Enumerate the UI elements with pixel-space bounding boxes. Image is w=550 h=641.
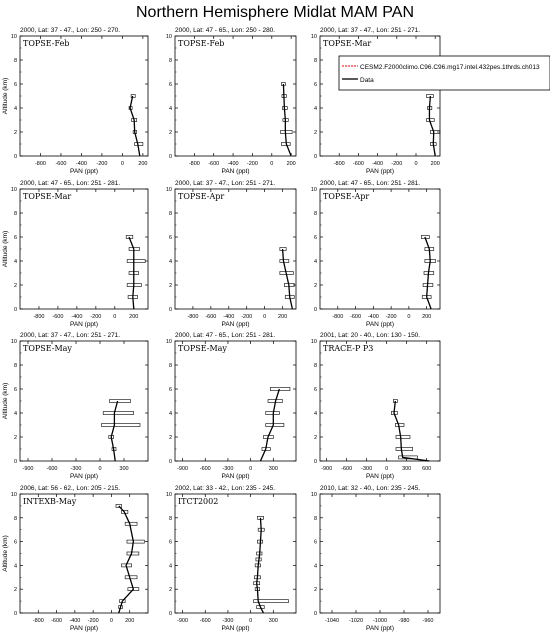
y-tick-label: 0 <box>313 459 317 465</box>
x-tick-label: 0 <box>249 618 253 624</box>
y-tick-label: 6 <box>313 539 317 546</box>
y-tick-label: 2 <box>13 435 17 441</box>
x-axis-label: PAN (ppt) <box>365 168 395 175</box>
y-tick-label: 10 <box>165 339 172 345</box>
panel-header: 2000, Lat: 47 - 65., Lon: 250 - 280. <box>175 27 276 34</box>
y-tick-label: 10 <box>310 492 317 498</box>
y-tick-label: 8 <box>313 58 317 64</box>
y-axis-label: Altitude (km) <box>2 77 9 115</box>
y-tick-label: 10 <box>10 339 17 345</box>
x-tick-label: -200 <box>385 314 397 320</box>
y-tick-label: 10 <box>10 492 17 498</box>
x-tick-label: -400 <box>367 314 379 320</box>
x-tick-label: -400 <box>75 161 87 167</box>
panel-title: TOPSE-May <box>178 344 227 353</box>
plot-frame <box>175 189 296 309</box>
y-tick-label: 0 <box>13 307 17 313</box>
y-tick-label: 0 <box>13 459 17 465</box>
error-box <box>266 412 280 415</box>
x-tick-label: -900 <box>177 618 189 624</box>
y-tick-label: 2 <box>13 587 17 594</box>
y-tick-label: 10 <box>165 34 172 40</box>
y-tick-label: 6 <box>313 387 317 393</box>
y-tick-label: 4 <box>168 106 172 112</box>
data-profile-line <box>257 518 264 613</box>
x-tick-label: -600 <box>352 161 364 167</box>
x-axis-label: PAN (ppt) <box>221 625 250 632</box>
x-tick-label: -800 <box>187 314 199 320</box>
x-tick-label: -300 <box>222 466 234 472</box>
error-box <box>125 576 137 579</box>
y-tick-label: 8 <box>168 515 172 522</box>
x-tick-label: -800 <box>333 161 345 167</box>
panel-header: 2006, Lat: 56 - 62., Lon: 205 - 215. <box>20 485 121 492</box>
x-tick-label: 200 <box>129 314 139 320</box>
y-tick-label: 6 <box>168 82 172 88</box>
y-tick-label: 8 <box>13 515 17 522</box>
y-tick-label: 2 <box>13 283 17 289</box>
x-tick-label: 0 <box>263 314 267 320</box>
error-box <box>127 260 145 263</box>
y-tick-label: 8 <box>13 58 17 64</box>
y-tick-label: 6 <box>13 82 17 88</box>
x-tick-label: -300 <box>70 466 82 472</box>
y-tick-label: 2 <box>313 130 317 136</box>
y-tick-label: 0 <box>313 154 317 160</box>
y-tick-label: 6 <box>168 235 172 241</box>
y-tick-label: 2 <box>313 587 317 594</box>
panel-title: TOPSE-May <box>23 344 72 353</box>
y-tick-label: 0 <box>168 154 172 160</box>
y-tick-label: 2 <box>313 435 317 441</box>
y-tick-label: 2 <box>168 587 172 594</box>
chart-panel-9 <box>311 332 440 480</box>
legend-data-label: Data <box>360 77 374 84</box>
y-tick-label: 4 <box>13 106 17 112</box>
error-box <box>103 412 133 415</box>
x-axis-label: PAN (ppt) <box>221 321 250 328</box>
x-axis-label: PAN (ppt) <box>365 321 395 328</box>
y-tick-label: 8 <box>313 515 317 522</box>
x-tick-label: -800 <box>188 161 200 167</box>
x-tick-label: 0 <box>270 161 274 167</box>
y-tick-label: 4 <box>313 106 317 112</box>
x-tick-label: 0 <box>385 466 389 472</box>
panel-title: TOPSE-Feb <box>23 39 70 48</box>
y-tick-label: 4 <box>168 411 172 417</box>
x-tick-label: -1020 <box>348 618 364 624</box>
panel-title: TOPSE-Mar <box>23 192 72 201</box>
y-tick-label: 8 <box>168 211 172 217</box>
chart-panel-10 <box>2 485 148 632</box>
error-box <box>266 424 284 427</box>
error-box <box>125 522 137 525</box>
y-tick-label: 6 <box>168 387 172 393</box>
panel-header: 2000, Lat: 37 - 47., Lon: 251 - 271. <box>320 27 421 34</box>
error-box <box>135 143 143 146</box>
error-box <box>396 436 410 439</box>
x-tick-label: -400 <box>69 618 81 624</box>
x-tick-label: 200 <box>422 314 432 320</box>
chart-panel-6 <box>311 180 440 328</box>
x-tick-label: 0 <box>98 466 102 472</box>
y-tick-label: 6 <box>168 539 172 546</box>
legend-model-label: CESM2.F2000climo.C96.C96.mg17.intel.432pes.1thrds.ch013 <box>360 64 540 71</box>
x-tick-label: -200 <box>391 161 403 167</box>
plot-frame <box>20 494 148 613</box>
y-tick-label: 0 <box>13 154 17 160</box>
plot-frame <box>175 36 296 156</box>
panel-title: TOPSE-Apr <box>323 192 370 201</box>
x-tick-label: 200 <box>430 161 440 167</box>
panel-header: 2000, Lat: 47 - 65., Lon: 251 - 281. <box>20 180 121 187</box>
y-tick-label: 10 <box>10 34 17 40</box>
y-tick-label: 6 <box>313 235 317 241</box>
x-tick-label: 600 <box>422 466 432 472</box>
x-tick-label: -600 <box>205 314 217 320</box>
x-tick-label: -300 <box>361 466 373 472</box>
panel-header: 2002, Lat: 33 - 42., Lon: 235 - 245. <box>175 485 276 492</box>
error-box <box>281 131 293 134</box>
chart-panel-12 <box>311 485 440 632</box>
chart-panel-11 <box>166 485 296 632</box>
data-profile-line <box>111 401 117 461</box>
data-profile-line <box>283 249 293 309</box>
plot-frame <box>320 189 440 309</box>
x-tick-label: -980 <box>398 618 410 624</box>
x-tick-label: -200 <box>90 314 102 320</box>
x-tick-label: 0 <box>249 466 253 472</box>
y-tick-label: 6 <box>13 387 17 393</box>
x-tick-label: 200 <box>125 618 135 624</box>
panel-title: TOPSE-Mar <box>323 39 372 48</box>
x-tick-label: -600 <box>341 466 353 472</box>
panel-header: 2000, Lat: 47 - 65., Lon: 251 - 281. <box>175 332 276 339</box>
error-box <box>131 95 135 98</box>
x-tick-label: -400 <box>71 314 83 320</box>
x-tick-label: 0 <box>120 161 124 167</box>
y-tick-label: 2 <box>168 130 172 136</box>
y-tick-label: 8 <box>168 363 172 369</box>
x-tick-label: -600 <box>52 314 64 320</box>
x-tick-label: -600 <box>199 618 211 624</box>
chart-panel-5 <box>166 180 296 328</box>
y-tick-label: 0 <box>168 307 172 313</box>
data-profile-line <box>394 401 429 461</box>
y-tick-label: 4 <box>313 259 317 265</box>
panel-title: TOPSE-Feb <box>178 39 225 48</box>
error-box <box>270 388 290 391</box>
chart-panel-4 <box>2 180 148 328</box>
panels-group <box>2 27 440 632</box>
y-tick-label: 0 <box>313 611 317 617</box>
plot-frame <box>175 494 296 613</box>
x-tick-label: -300 <box>222 618 234 624</box>
x-axis-label: PAN (ppt) <box>69 168 99 175</box>
y-tick-label: 10 <box>310 34 317 40</box>
x-tick-label: -900 <box>177 466 189 472</box>
x-tick-label: 200 <box>277 314 288 320</box>
x-tick-label: 0 <box>109 618 113 624</box>
y-tick-label: 6 <box>13 235 17 241</box>
y-axis-label: Altitude (km) <box>2 535 9 572</box>
x-tick-label: -1040 <box>324 618 340 624</box>
y-tick-label: 0 <box>168 611 172 617</box>
y-tick-label: 4 <box>313 411 317 417</box>
x-tick-label: -900 <box>22 466 34 472</box>
panel-header: 2000, Lat: 37 - 47., Lon: 250 - 270. <box>20 27 121 34</box>
chart-panel-7 <box>2 332 148 480</box>
x-tick-label: 200 <box>286 161 296 167</box>
chart-panel-3 <box>311 27 440 175</box>
panel-header: 2010, Lat: 32 - 40., Lon: 235 - 245. <box>320 485 421 492</box>
y-tick-label: 10 <box>165 187 172 193</box>
x-tick-label: -1000 <box>372 618 388 624</box>
plot-frame <box>320 341 440 461</box>
x-tick-label: -800 <box>34 161 46 167</box>
y-tick-label: 4 <box>13 411 17 417</box>
x-axis-label: PAN (ppt) <box>69 473 99 480</box>
x-tick-label: -600 <box>55 161 67 167</box>
x-tick-label: -400 <box>223 314 235 320</box>
x-axis-label: PAN (ppt) <box>69 625 99 632</box>
x-tick-label: -600 <box>208 161 220 167</box>
y-tick-label: 6 <box>13 539 17 546</box>
y-tick-label: 0 <box>13 611 17 617</box>
error-box <box>102 424 140 427</box>
panel-title: ITCT2002 <box>178 497 219 506</box>
y-tick-label: 8 <box>13 363 17 369</box>
y-tick-label: 4 <box>168 563 172 570</box>
x-axis-label: PAN (ppt) <box>221 168 250 175</box>
plot-frame <box>320 494 440 613</box>
x-tick-label: 300 <box>402 466 412 472</box>
y-tick-label: 8 <box>313 363 317 369</box>
y-tick-label: 2 <box>313 283 317 289</box>
x-tick-label: -800 <box>32 618 44 624</box>
x-tick-label: 0 <box>414 161 418 167</box>
y-tick-label: 10 <box>10 187 17 193</box>
chart-panel-8 <box>166 332 296 480</box>
page-title: Northern Hemisphere Midlat MAM PAN <box>135 4 415 21</box>
y-tick-label: 4 <box>313 563 317 570</box>
x-tick-label: -600 <box>51 618 63 624</box>
error-box <box>127 552 139 555</box>
x-tick-label: -900 <box>321 466 333 472</box>
data-profile-line <box>130 96 140 156</box>
x-tick-label: 300 <box>119 466 129 472</box>
x-axis-label: PAN (ppt) <box>365 625 395 632</box>
y-tick-label: 2 <box>13 130 17 136</box>
y-tick-label: 4 <box>13 563 17 570</box>
x-tick-label: -200 <box>246 161 258 167</box>
x-tick-label: 0 <box>407 314 411 320</box>
panel-title: TRACE-P P3 <box>323 344 374 353</box>
x-tick-label: -200 <box>96 161 108 167</box>
chart-panel-1 <box>2 27 148 175</box>
x-tick-label: -800 <box>33 314 45 320</box>
y-tick-label: 2 <box>168 283 172 289</box>
panel-header: 2001, Lat: 20 - 40., Lon: 130 - 150. <box>320 332 421 339</box>
error-box <box>110 400 131 403</box>
chart-panel-2 <box>166 27 296 175</box>
panel-header: 2000, Lat: 37 - 47., Lon: 251 - 271. <box>175 180 276 187</box>
x-axis-label: PAN (ppt) <box>221 473 250 480</box>
y-tick-label: 0 <box>168 459 172 465</box>
legend-box <box>339 56 550 90</box>
x-axis-label: PAN (ppt) <box>365 473 395 480</box>
y-tick-label: 10 <box>310 339 317 345</box>
error-box <box>395 424 404 427</box>
data-profile-line <box>429 96 435 156</box>
x-tick-label: -600 <box>350 314 362 320</box>
y-tick-label: 2 <box>168 435 172 441</box>
x-tick-label: 200 <box>138 161 148 167</box>
plot-frame <box>20 341 148 461</box>
panel-header: 2000, Lat: 47 - 65., Lon: 251 - 281. <box>320 180 421 187</box>
plot-frame <box>20 36 148 156</box>
x-axis-label: PAN (ppt) <box>69 321 99 328</box>
y-axis-label: Altitude (km) <box>2 382 9 420</box>
x-tick-label: -800 <box>332 314 344 320</box>
x-tick-label: -600 <box>199 466 211 472</box>
y-tick-label: 0 <box>313 307 317 313</box>
y-tick-label: 10 <box>165 492 172 498</box>
x-tick-label: -600 <box>46 466 58 472</box>
x-tick-label: -960 <box>422 618 434 624</box>
x-tick-label: -400 <box>227 161 239 167</box>
y-tick-label: 8 <box>313 211 317 217</box>
panel-header: 2000, Lat: 37 - 47., Lon: 251 - 271. <box>20 332 121 339</box>
y-axis-label: Altitude (km) <box>2 230 9 268</box>
plot-frame <box>320 36 440 156</box>
x-tick-label: 0 <box>113 314 117 320</box>
legend <box>339 56 550 90</box>
x-tick-label: -200 <box>241 314 253 320</box>
panel-title: INTEXB-May <box>23 497 77 506</box>
x-tick-label: -400 <box>372 161 384 167</box>
y-tick-label: 8 <box>168 58 172 64</box>
error-box <box>127 540 144 543</box>
x-tick-label: 300 <box>268 618 278 624</box>
plot-frame <box>175 341 296 461</box>
x-tick-label: -200 <box>87 618 99 624</box>
y-tick-label: 8 <box>13 211 17 217</box>
error-box <box>396 448 413 451</box>
x-tick-label: 300 <box>268 466 278 472</box>
y-tick-label: 4 <box>168 259 172 265</box>
y-tick-label: 6 <box>313 82 317 88</box>
y-tick-label: 4 <box>13 259 17 265</box>
y-tick-label: 10 <box>310 187 317 193</box>
panel-title: TOPSE-Apr <box>178 192 225 201</box>
